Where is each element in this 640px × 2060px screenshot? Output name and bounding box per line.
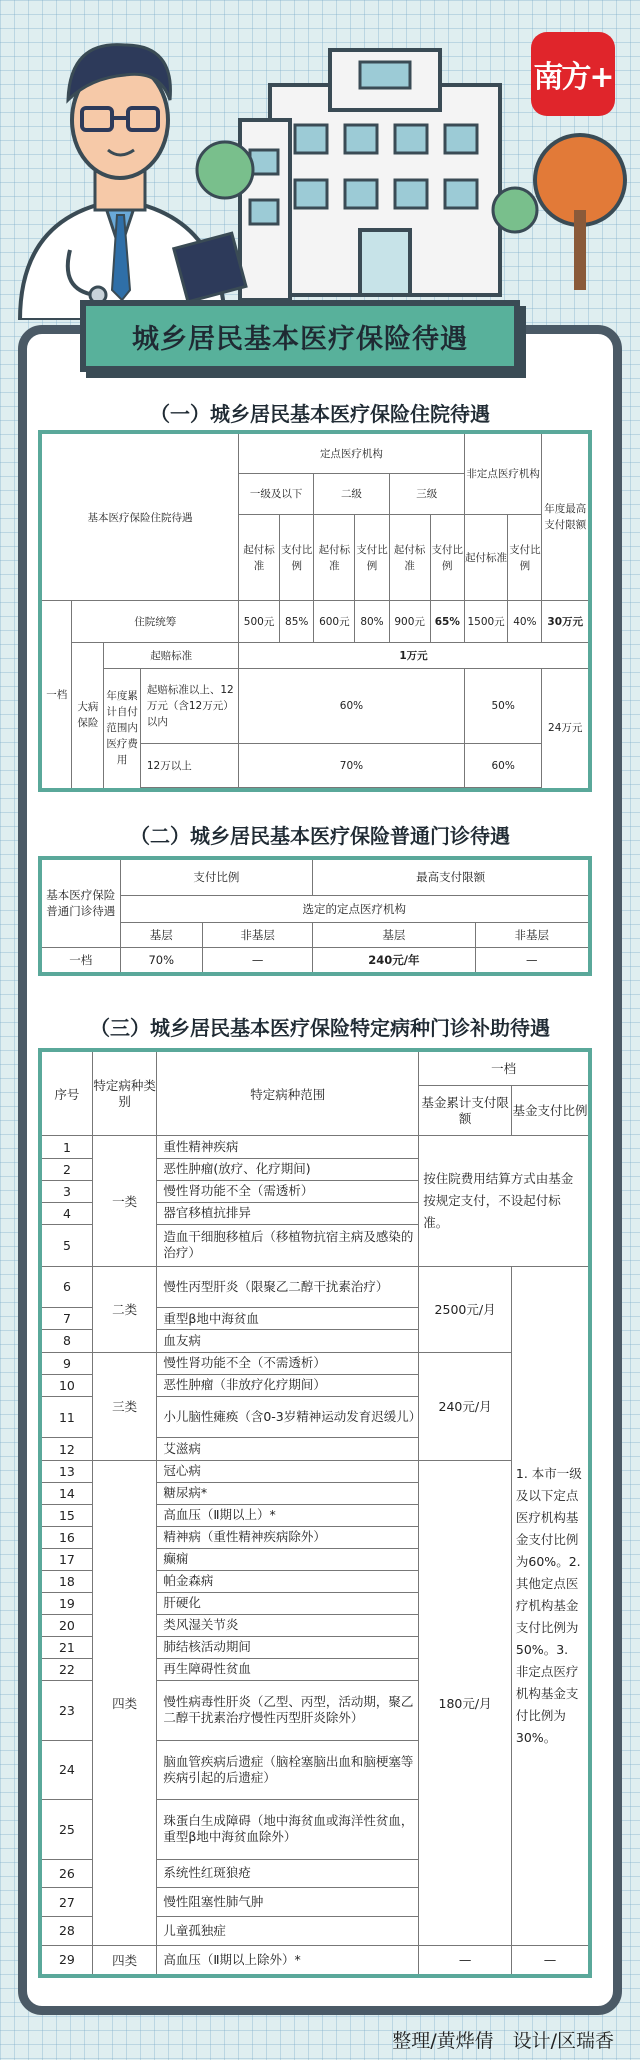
disease-name: 高血压（Ⅱ期以上）* xyxy=(157,1504,419,1526)
jiceng-header: 基层 xyxy=(313,922,475,947)
tier-header: 一档 xyxy=(419,1050,590,1085)
max-header: 最高支付限额 xyxy=(313,858,590,895)
zhifu-header: 支付比例 xyxy=(355,514,389,601)
section3-heading: （三）城乡居民基本医疗保险特定病种门诊补助待遇 xyxy=(90,1016,550,1040)
jiceng-header: 基层 xyxy=(120,922,203,947)
row29-ratio: — xyxy=(511,1945,590,1976)
row-number: 14 xyxy=(40,1482,92,1504)
disease-name: 器官移植抗排异 xyxy=(157,1202,419,1224)
value-cell: — xyxy=(203,947,313,974)
row-number: 3 xyxy=(40,1180,92,1202)
value-cell: 240元/年 xyxy=(313,947,475,974)
category-cell: 三类 xyxy=(92,1352,156,1460)
value-cell: 80% xyxy=(355,601,389,642)
row-number: 8 xyxy=(40,1330,92,1352)
table-row xyxy=(40,1352,590,1374)
pay-ratio-header: 支付比例 xyxy=(120,858,313,895)
qifu-header: 起付标准 xyxy=(314,514,355,601)
feijiceng-header: 非基层 xyxy=(203,922,313,947)
value-cell: 30万元 xyxy=(542,601,590,642)
table-row xyxy=(40,1945,590,1976)
table-row xyxy=(40,1136,590,1158)
row-number: 21 xyxy=(40,1636,92,1658)
row-number: 26 xyxy=(40,1859,92,1888)
row29-cat: 四类 xyxy=(92,1945,156,1976)
row-number: 10 xyxy=(40,1374,92,1396)
row-number: 11 xyxy=(40,1396,92,1438)
row-number: 19 xyxy=(40,1592,92,1614)
disease-name: 系统性红斑狼疮 xyxy=(157,1859,419,1888)
zhifu-header: 支付比例 xyxy=(508,514,542,601)
disease-name: 珠蛋白生成障碍（地中海贫血或海洋性贫血，重型β地中海贫血除外） xyxy=(157,1800,419,1860)
disease-name: 癫痫 xyxy=(157,1548,419,1570)
page-title: 城乡居民基本医疗保险待遇 xyxy=(132,323,468,355)
table-row xyxy=(40,1266,590,1308)
row29-name: 高血压（Ⅱ期以上除外）* xyxy=(157,1945,419,1976)
disease-name: 儿童孤独症 xyxy=(157,1916,419,1945)
zhifu-header: 支付比例 xyxy=(280,514,314,601)
range2-nondesignated: 60% xyxy=(464,744,542,787)
disease-name: 艾滋病 xyxy=(157,1438,419,1460)
disease-name: 再生障碍性贫血 xyxy=(157,1658,419,1680)
row-number: 20 xyxy=(40,1614,92,1636)
limit-cell: 240元/月 xyxy=(419,1352,512,1460)
category-cell: 二类 xyxy=(92,1266,156,1352)
row-number: 15 xyxy=(40,1504,92,1526)
tier-cell: 一档 xyxy=(40,947,120,974)
dabing-max: 24万元 xyxy=(542,668,590,790)
ratio-header: 基金支付比例 xyxy=(511,1085,590,1136)
inpatient-table xyxy=(38,430,592,792)
disease-name: 重性精神疾病 xyxy=(157,1136,419,1158)
disease-name: 慢性阻塞性肺气肿 xyxy=(157,1888,419,1917)
disease-name: 类风湿关节炎 xyxy=(157,1614,419,1636)
selected-header: 选定的定点医疗机构 xyxy=(120,895,590,922)
corner-cell: 基本医疗保险普通门诊待遇 xyxy=(40,858,120,947)
disease-name: 慢性肾功能不全（需透析） xyxy=(157,1180,419,1202)
disease-name: 恶性肿瘤(放疗、化疗期间) xyxy=(157,1158,419,1180)
row-number: 9 xyxy=(40,1352,92,1374)
value-cell: 500元 xyxy=(239,601,280,642)
disease-name: 糖尿病* xyxy=(157,1482,419,1504)
disease-name: 冠心病 xyxy=(157,1460,419,1482)
row-number: 24 xyxy=(40,1740,92,1800)
category-cell: 四类 xyxy=(92,1460,156,1945)
row-number: 25 xyxy=(40,1800,92,1860)
row29-no: 29 xyxy=(40,1945,92,1976)
category-cell: 一类 xyxy=(92,1136,156,1266)
disease-name: 血友病 xyxy=(157,1330,419,1352)
row-number: 18 xyxy=(40,1570,92,1592)
value-cell: 70% xyxy=(120,947,203,974)
limit-cell: 2500元/月 xyxy=(419,1266,512,1352)
disease-name: 肺结核活动期间 xyxy=(157,1636,419,1658)
row-number: 12 xyxy=(40,1438,92,1460)
section1-heading: （一）城乡居民基本医疗保险住院待遇 xyxy=(150,402,490,426)
feijiceng-header: 非基层 xyxy=(475,922,590,947)
value-cell: 65% xyxy=(430,601,464,642)
disease-name: 帕金森病 xyxy=(157,1570,419,1592)
value-cell: 1500元 xyxy=(464,601,507,642)
ratio-note: 1. 本市一级及以下定点医疗机构基金支付比例为60%。2. 其他定点医疗机构基金支付比例为50%。3. 非定点医疗机构基金支付比例为30%。 xyxy=(511,1266,590,1945)
no-header: 序号 xyxy=(40,1050,92,1136)
hero-illustration xyxy=(0,0,640,320)
qifu-header: 起付标准 xyxy=(239,514,280,601)
value-cell: 900元 xyxy=(389,601,430,642)
row-number: 16 xyxy=(40,1526,92,1548)
zhifu-header: 支付比例 xyxy=(430,514,464,601)
nondesignated-header: 非定点医疗机构 xyxy=(464,432,542,514)
disease-name: 造血干细胞移植后（移植物抗宿主病及感染的治疗） xyxy=(157,1224,419,1266)
zhuyuan-label: 住院统筹 xyxy=(72,601,239,642)
row-number: 13 xyxy=(40,1460,92,1482)
disease-name: 精神病（重性精神疾病除外） xyxy=(157,1526,419,1548)
row-number: 2 xyxy=(40,1158,92,1180)
range2-label: 12万以上 xyxy=(140,744,238,787)
leiji-label: 年度累计自付范围内医疗费用 xyxy=(104,668,141,790)
disease-name: 慢性丙型肝炎（限聚乙二醇干扰素治疗） xyxy=(157,1266,419,1308)
value-cell: — xyxy=(475,947,590,974)
range-header: 特定病种范围 xyxy=(157,1050,419,1136)
disease-name: 恶性肿瘤（非放疗化疗期间） xyxy=(157,1374,419,1396)
disease-name: 慢性病毒性肝炎（乙型、丙型，活动期，聚乙二醇干扰素治疗慢性丙型肝炎除外） xyxy=(157,1681,419,1741)
row-number: 27 xyxy=(40,1888,92,1917)
level3-header: 三级 xyxy=(389,473,464,514)
designated-header: 定点医疗机构 xyxy=(239,432,465,473)
row29-limit: — xyxy=(419,1945,512,1976)
annual-max-header: 年度最高支付限额 xyxy=(542,432,590,601)
outpatient-table xyxy=(38,856,592,976)
section2-heading: （二）城乡居民基本医疗保险普通门诊待遇 xyxy=(130,824,510,848)
row-number: 7 xyxy=(40,1308,92,1330)
qifu-label: 起赔标准 xyxy=(104,642,239,668)
range1-label: 起赔标准以上、12万元（含12万元）以内 xyxy=(140,668,238,744)
brand-logo: 南方+ xyxy=(531,32,615,116)
qifu-value: 1万元 xyxy=(239,642,591,668)
value-cell: 600元 xyxy=(314,601,355,642)
row-number: 1 xyxy=(40,1136,92,1158)
row-number: 4 xyxy=(40,1202,92,1224)
table-row xyxy=(40,1460,590,1482)
limit-cell: 180元/月 xyxy=(419,1460,512,1945)
row-number: 22 xyxy=(40,1658,92,1680)
disease-name: 慢性肾功能不全（不需透析） xyxy=(157,1352,419,1374)
title-banner xyxy=(80,300,520,372)
level1-header: 一级及以下 xyxy=(239,473,314,514)
row-number: 5 xyxy=(40,1224,92,1266)
disease-name: 脑血管疾病后遗症（脑栓塞脑出血和脑梗塞等疾病引起的后遗症） xyxy=(157,1740,419,1800)
disease-name: 重型β地中海贫血 xyxy=(157,1308,419,1330)
credit-line: 整理/黄烨倩 设计/区瑞香 xyxy=(392,2030,614,2052)
disease-name: 肝硬化 xyxy=(157,1592,419,1614)
value-cell: 40% xyxy=(508,601,542,642)
row-number: 28 xyxy=(40,1916,92,1945)
qifu-header: 起付标准 xyxy=(464,514,507,601)
row-number: 23 xyxy=(40,1681,92,1741)
cat-header: 特定病种类别 xyxy=(92,1050,156,1136)
level2-header: 二级 xyxy=(314,473,389,514)
range2-designated: 70% xyxy=(239,744,465,787)
qifu-header: 起付标准 xyxy=(389,514,430,601)
row-number: 6 xyxy=(40,1266,92,1308)
corner-cell: 基本医疗保险住院待遇 xyxy=(40,432,239,601)
tier-cell: 一档 xyxy=(40,601,72,790)
row-number: 17 xyxy=(40,1548,92,1570)
special-disease-table xyxy=(38,1048,592,1978)
value-cell: 85% xyxy=(280,601,314,642)
limit-header: 基金累计支付限额 xyxy=(419,1085,512,1136)
range1-designated: 60% xyxy=(239,668,465,744)
disease-name: 小儿脑性瘫痪（含0-3岁精神运动发育迟缓儿） xyxy=(157,1396,419,1438)
cat1-note: 按住院费用结算方式由基金按规定支付，不设起付标准。 xyxy=(419,1136,590,1266)
range1-nondesignated: 50% xyxy=(464,668,542,744)
dabing-label: 大病保险 xyxy=(72,642,104,790)
